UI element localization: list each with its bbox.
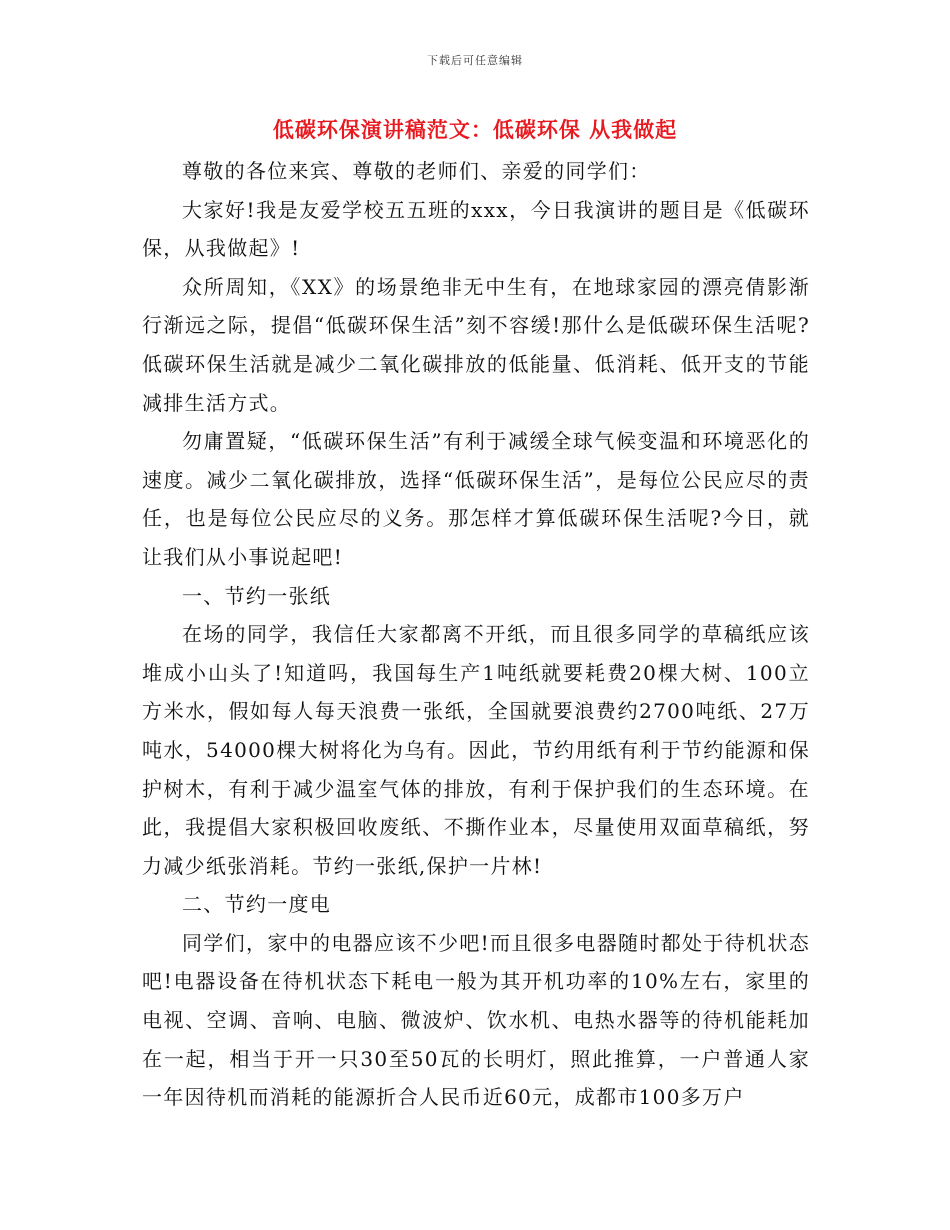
section-heading-electricity: 二、节约一度电 xyxy=(182,892,332,917)
document-title: 低碳环保演讲稿范文：低碳环保 从我做起 xyxy=(272,117,678,142)
section-heading-paper: 一、节约一张纸 xyxy=(182,583,332,608)
paragraph-responsibility: 勿庸置疑，“低碳环保生活”有利于减缓全球气候变温和环境恶化的速度。减少二氧化碳排放，选择“低碳环保生活”，是每位公民应尽的责任，也是每位公民应尽的义务。那怎样才算低碳环保生活呢?今日，就让我们从小事说起吧! xyxy=(142,429,810,569)
document-body xyxy=(142,152,810,1117)
paragraph-save-paper: 在场的同学，我信任大家都离不开纸，而且很多同学的草稿纸应该堆成小山头了!知道吗，我国每生产1吨纸就要耗费20棵大树、100立方米水，假如每人每天浪费一张纸，全国就要浪费约2700吨纸、27万吨水，54000棵大树将化为乌有。因此，节约用纸有利于节约能源和保护树木，有利于减少温室气体的排放，有利于保护我们的生态环境。在此，我提倡大家积极回收废纸、不撕作业本，尽量使用双面草稿纸，努力减少纸张消耗。节约一张纸,保护一片林! xyxy=(142,622,810,878)
paragraph-save-electricity: 同学们，家中的电器应该不少吧!而且很多电器随时都处于待机状态吧!电器设备在待机状态下耗电一般为其开机功率的10%左右，家里的电视、空调、音响、电脑、微波炉、饮水机、电热水器等的待机能耗加在一起，相当于开一只30至50瓦的长明灯，照此推算，一户普通人家一年因待机而消耗的能源折合人民币近60元，成都市100多万户 xyxy=(142,930,810,1110)
paragraph-definition: 众所周知，《XX》的场景绝非无中生有，在地球家园的漂亮倩影渐行渐远之际，提倡“低碳环保生活”刻不容缓!那什么是低碳环保生活呢?低碳环保生活就是减少二氧化碳排放的低能量、低消耗、低开支的节能减排生活方式。 xyxy=(142,274,810,415)
paragraph-greeting: 尊敬的各位来宾、尊敬的老师们、亲爱的同学们： xyxy=(182,159,651,183)
header-note: 下载后可任意编辑 xyxy=(427,54,523,67)
paragraph-intro: 大家好!我是友爱学校五五班的xxx，今日我演讲的题目是《低碳环保，从我做起》! xyxy=(142,197,810,261)
